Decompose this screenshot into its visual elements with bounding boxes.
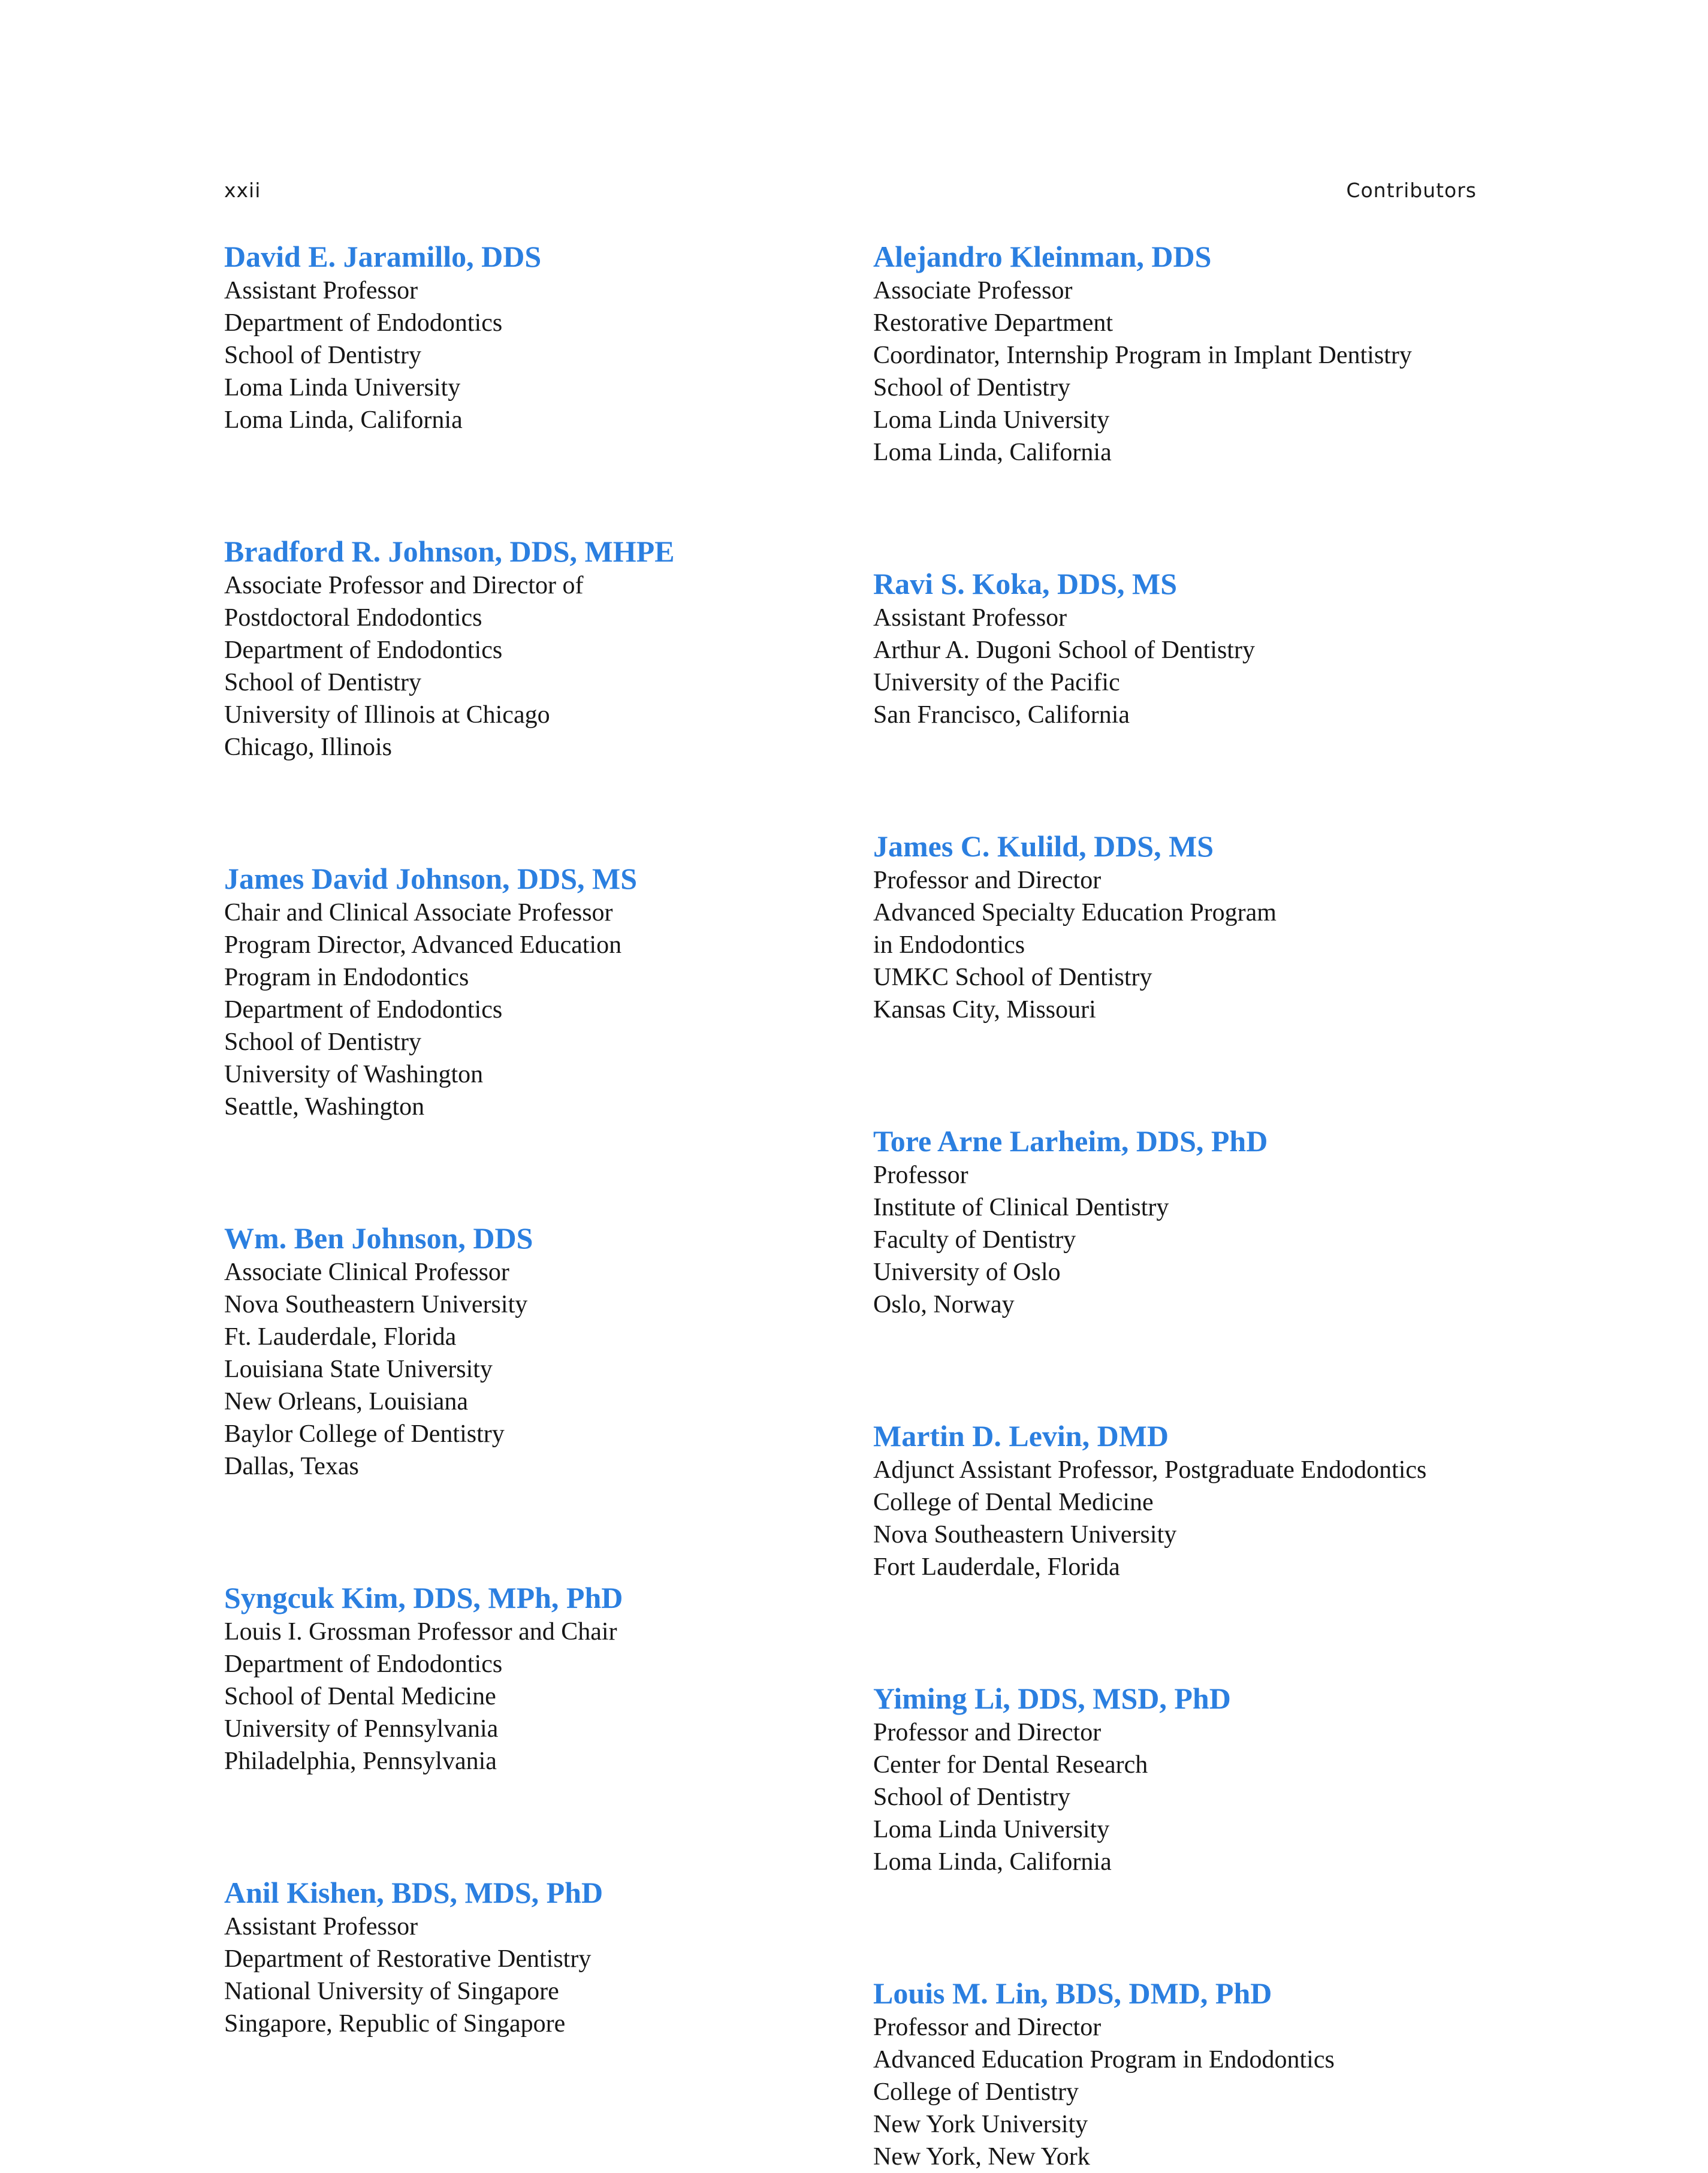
affiliation-line: Adjunct Assistant Professor, Postgraduate Endodontics bbox=[873, 1456, 1427, 1484]
affiliation-line: Loma Linda, California bbox=[224, 406, 463, 434]
affiliation-line: Department of Endodontics bbox=[224, 1650, 503, 1678]
affiliation-line: Kansas City, Missouri bbox=[873, 996, 1096, 1024]
affiliation-line: Assistant Professor bbox=[224, 1913, 418, 1940]
affiliation-line: Faculty of Dentistry bbox=[873, 1226, 1076, 1254]
contributor-entry bbox=[224, 1875, 835, 2040]
contributor-name: James C. Kulild, DDS, MS bbox=[873, 829, 1214, 863]
affiliation-line: National University of Singapore bbox=[224, 1978, 559, 2005]
entry-spacer bbox=[873, 469, 1502, 566]
contributor-name: Ravi S. Koka, DDS, MS bbox=[873, 567, 1178, 600]
affiliation-line: School of Dentistry bbox=[224, 342, 421, 369]
affiliation-line: University of Illinois at Chicago bbox=[224, 701, 550, 729]
contributor-entry bbox=[873, 239, 1502, 469]
affiliation-line: San Francisco, California bbox=[873, 701, 1130, 729]
contributor-name: Louis M. Lin, BDS, DMD, PhD bbox=[873, 1976, 1272, 2010]
contributor-name: Tore Arne Larheim, DDS, PhD bbox=[873, 1124, 1268, 1158]
affiliation-line: Associate Professor bbox=[873, 277, 1073, 304]
affiliation-line: UMKC School of Dentistry bbox=[873, 964, 1152, 991]
affiliation-line: Professor and Director bbox=[873, 2014, 1102, 2041]
entry-spacer bbox=[873, 731, 1502, 828]
affiliation-line: in Endodontics bbox=[873, 931, 1025, 959]
affiliation-line: Baylor College of Dentistry bbox=[224, 1420, 505, 1448]
affiliation-line: University of Pennsylvania bbox=[224, 1715, 499, 1743]
affiliation-line: School of Dentistry bbox=[224, 669, 421, 696]
affiliation-line: Loma Linda University bbox=[873, 1816, 1110, 1843]
affiliation-line: Loma Linda, California bbox=[873, 1848, 1112, 1876]
affiliation-line: Philadelphia, Pennsylvania bbox=[224, 1748, 497, 1775]
affiliation-line: Seattle, Washington bbox=[224, 1093, 425, 1121]
affiliation-line: Department of Restorative Dentistry bbox=[224, 1945, 592, 1973]
affiliation-line: School of Dentistry bbox=[873, 374, 1070, 402]
affiliation-line: Loma Linda University bbox=[224, 374, 461, 402]
contributor-name: David E. Jaramillo, DDS bbox=[224, 240, 542, 273]
affiliation-line: Assistant Professor bbox=[224, 277, 418, 304]
affiliation-line: New York University bbox=[873, 2111, 1088, 2138]
affiliation-line: Department of Endodontics bbox=[224, 996, 503, 1024]
affiliation-line: Loma Linda University bbox=[873, 406, 1110, 434]
affiliation-line: Fort Lauderdale, Florida bbox=[873, 1553, 1120, 1581]
contributor-name: Wm. Ben Johnson, DDS bbox=[224, 1221, 533, 1255]
contributor-entry bbox=[224, 533, 835, 763]
affiliation-line: Department of Endodontics bbox=[224, 309, 503, 337]
entry-spacer bbox=[224, 436, 835, 533]
affiliation-line: Loma Linda, California bbox=[873, 439, 1112, 466]
affiliation-line: Professor bbox=[873, 1161, 968, 1189]
affiliation-line: Professor and Director bbox=[873, 1719, 1102, 1746]
right-column bbox=[873, 239, 1502, 2173]
page-number: xxii bbox=[224, 179, 261, 202]
affiliation-line: Restorative Department bbox=[873, 309, 1113, 337]
affiliation-line: New Orleans, Louisiana bbox=[224, 1388, 469, 1416]
affiliation-line: Chicago, Illinois bbox=[224, 734, 392, 761]
contributor-name: Anil Kishen, BDS, MDS, PhD bbox=[224, 1876, 603, 1909]
contributor-entry bbox=[873, 1975, 1502, 2173]
affiliation-line: University of Washington bbox=[224, 1061, 484, 1088]
affiliation-line: Advanced Education Program in Endodontics bbox=[873, 2046, 1335, 2074]
affiliation-line: Arthur A. Dugoni School of Dentistry bbox=[873, 636, 1255, 664]
affiliation-line: Nova Southeastern University bbox=[873, 1521, 1177, 1549]
entry-spacer bbox=[224, 1777, 835, 1875]
affiliation-line: Chair and Clinical Associate Professor bbox=[224, 899, 613, 926]
contributor-name: James David Johnson, DDS, MS bbox=[224, 862, 638, 895]
contributor-entry bbox=[224, 861, 835, 1123]
affiliation-line: College of Dental Medicine bbox=[873, 1489, 1154, 1516]
contributor-entry bbox=[873, 1418, 1502, 1583]
entry-spacer bbox=[873, 1878, 1502, 1975]
affiliation-line: Department of Endodontics bbox=[224, 636, 503, 664]
affiliation-line: Associate Professor and Director of bbox=[224, 572, 584, 599]
affiliation-line: Postdoctoral Endodontics bbox=[224, 604, 482, 632]
entry-spacer bbox=[224, 1123, 835, 1220]
contributor-entry bbox=[873, 828, 1502, 1026]
running-head-title: Contributors bbox=[1346, 179, 1477, 202]
affiliation-line: Louis I. Grossman Professor and Chair bbox=[224, 1618, 617, 1646]
affiliation-line: Center for Dental Research bbox=[873, 1751, 1148, 1779]
affiliation-line: Program in Endodontics bbox=[224, 964, 469, 991]
entry-spacer bbox=[873, 1026, 1502, 1123]
contributor-name: Alejandro Kleinman, DDS bbox=[873, 240, 1212, 273]
affiliation-line: Oslo, Norway bbox=[873, 1291, 1015, 1318]
affiliation-line: School of Dental Medicine bbox=[224, 1683, 496, 1710]
left-column bbox=[224, 239, 835, 2040]
contributor-name: Bradford R. Johnson, DDS, MHPE bbox=[224, 535, 675, 568]
affiliation-line: Nova Southeastern University bbox=[224, 1291, 528, 1318]
affiliation-line: Institute of Clinical Dentistry bbox=[873, 1194, 1169, 1221]
affiliation-line: University of the Pacific bbox=[873, 669, 1120, 696]
contributor-entry bbox=[224, 239, 835, 436]
affiliation-line: School of Dentistry bbox=[873, 1783, 1070, 1811]
affiliation-line: College of Dentistry bbox=[873, 2078, 1079, 2106]
affiliation-line: Dallas, Texas bbox=[224, 1453, 359, 1480]
contributor-name: Martin D. Levin, DMD bbox=[873, 1419, 1169, 1453]
affiliation-line: Louisiana State University bbox=[224, 1356, 493, 1383]
entry-spacer bbox=[873, 1583, 1502, 1680]
contributor-entry bbox=[873, 566, 1502, 731]
contributor-entry bbox=[873, 1123, 1502, 1321]
affiliation-line: Program Director, Advanced Education bbox=[224, 931, 622, 959]
entry-spacer bbox=[873, 1321, 1502, 1418]
affiliation-line: Singapore, Republic of Singapore bbox=[224, 2010, 566, 2038]
contributor-entry bbox=[224, 1220, 835, 1483]
entry-spacer bbox=[224, 1483, 835, 1580]
contributor-entry bbox=[873, 1680, 1502, 1878]
affiliation-line: New York, New York bbox=[873, 2143, 1090, 2171]
affiliation-line: School of Dentistry bbox=[224, 1028, 421, 1056]
affiliation-line: Professor and Director bbox=[873, 867, 1102, 894]
contributor-entry bbox=[224, 1580, 835, 1777]
affiliation-line: Ft. Lauderdale, Florida bbox=[224, 1323, 457, 1351]
contributor-name: Yiming Li, DDS, MSD, PhD bbox=[873, 1682, 1231, 1715]
contributor-name: Syngcuk Kim, DDS, MPh, PhD bbox=[224, 1581, 623, 1614]
affiliation-line: Assistant Professor bbox=[873, 604, 1067, 632]
entry-spacer bbox=[224, 763, 835, 861]
affiliation-line: University of Oslo bbox=[873, 1258, 1061, 1286]
affiliation-line: Associate Clinical Professor bbox=[224, 1258, 509, 1286]
affiliation-line: Coordinator, Internship Program in Implant Dentistry bbox=[873, 342, 1412, 369]
affiliation-line: Advanced Specialty Education Program bbox=[873, 899, 1277, 926]
